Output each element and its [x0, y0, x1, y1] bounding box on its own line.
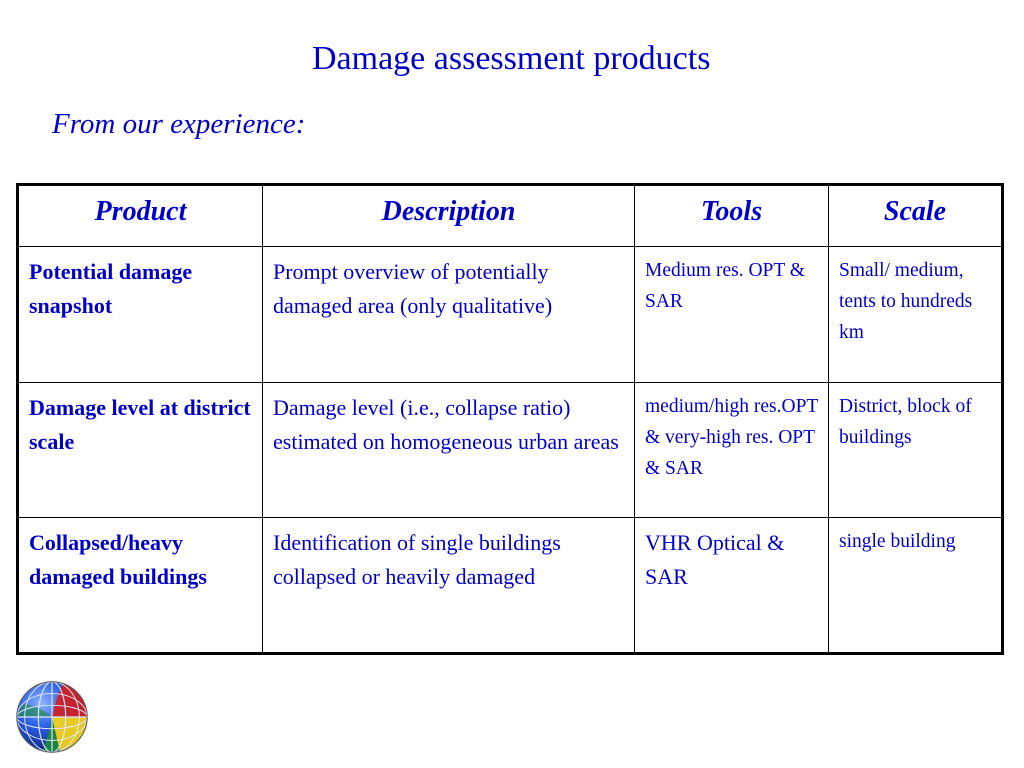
- table-row: [18, 247, 1003, 383]
- header-product: Product: [18, 185, 263, 247]
- tools-cell: Medium res. OPT & SAR: [635, 247, 829, 383]
- tools-cell: medium/high res.OPT & very-high res. OPT & SAR: [635, 383, 829, 518]
- table-header-row: [18, 185, 1003, 247]
- scale-cell: District, block of buildings: [829, 383, 1003, 518]
- description-cell: Damage level (i.e., collapse ratio) estimated on homogeneous urban areas: [263, 383, 635, 518]
- product-cell: Collapsed/heavy damaged buildings: [18, 518, 263, 654]
- header-scale: Scale: [829, 185, 1003, 247]
- globe-logo-icon: [13, 678, 91, 756]
- table-row: [18, 518, 1003, 654]
- scale-cell: Small/ medium, tents to hundreds km: [829, 247, 1003, 383]
- scale-cell: single building: [829, 518, 1003, 654]
- product-cell: Damage level at district scale: [18, 383, 263, 518]
- header-description: Description: [263, 185, 635, 247]
- slide-title: Damage assessment products: [312, 40, 711, 77]
- description-cell: Identification of single buildings collapsed or heavily damaged: [263, 518, 635, 654]
- slide-subtitle: From our experience:: [52, 108, 306, 140]
- description-cell: Prompt overview of potentially damaged area (only qualitative): [263, 247, 635, 383]
- table-row: [18, 383, 1003, 518]
- tools-cell: VHR Optical & SAR: [635, 518, 829, 654]
- header-tools: Tools: [635, 185, 829, 247]
- products-table: [16, 183, 1004, 655]
- product-cell: Potential damage snapshot: [18, 247, 263, 383]
